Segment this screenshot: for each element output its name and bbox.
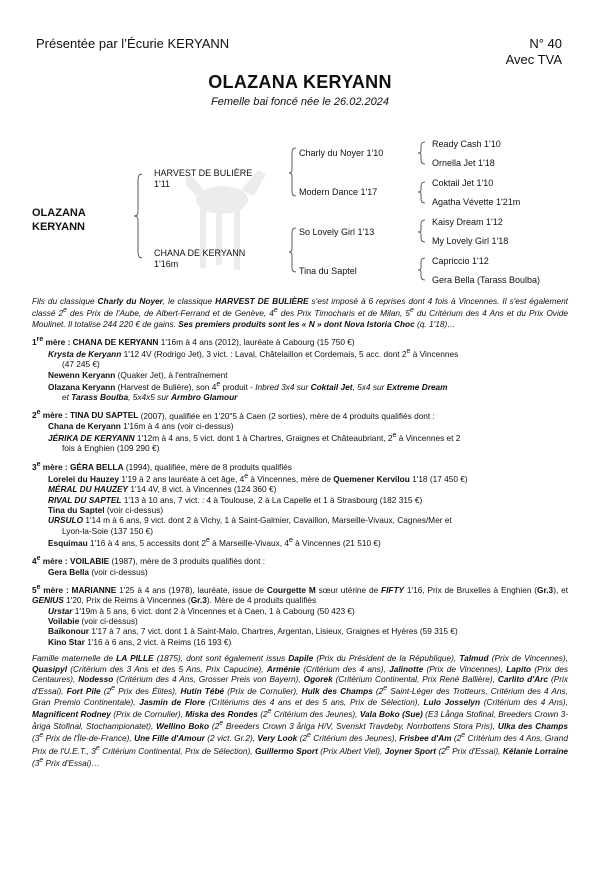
pedigree-ggen-4: Agatha Vévette 1'21m: [432, 197, 521, 207]
pedigree-ggen-8: Gera Bella (Tarass Boulba): [432, 275, 541, 285]
pedigree-ggen-1: Ready Cash 1'10: [432, 139, 501, 149]
produce-line: Olazana Keryann (Harvest de Bulière), son 4e produit - Inbred 3x4 sur Coktail Jet, 5x4 sur Extreme Dream: [48, 381, 448, 392]
catalogue-text: [32, 296, 568, 768]
produce-line: Newenn Keryann (Quaker Jet), à l'entraînement: [48, 369, 228, 380]
pedigree-ggen-2: Ornella Jet 1'18: [432, 158, 495, 168]
produce-line: Chana de Keryann 1'16m à 4 ans (voir ci-dessus): [48, 420, 234, 431]
section-heading: 1re mère : CHANA DE KERYANN 1'16m à 4 ans (2012), lauréate à Cabourg (15 750 €): [32, 335, 355, 347]
produce-line: Gera Bella (voir ci-dessus): [48, 566, 148, 577]
consignor: Présentée par l’Écurie KERYANN: [36, 36, 230, 51]
pedigree-dam-sire: So Lovely Girl 1'13: [299, 227, 375, 237]
produce-line: RIVAL DU SAPTEL 1'13 à 10 ans, 7 vict. : 4 à Toulouse, 2 à La Capelle et 1 à Strasbourg (182 315 €): [48, 494, 423, 505]
produce-line: Kino Star 1'16 à 6 ans, 2 vict. à Reims (16 193 €): [48, 636, 232, 647]
produce-line: Lorelei du Hauzey 1'19 à 2 ans lauréate à cet âge, 4e à Vincennes, mère de Quemener Kervilou 1'18 (17 450 €): [48, 473, 468, 484]
section-heading: 5e mère : MARIANNE 1'25 à 4 ans (1978), lauréate, issue de Courgette M sœur utérine de FIFTY 1'16, Prix de Bruxelles à Enghien (Gr.3), et GENIUS 1'20, Prix de Reims à Vincennes (Gr.3). Mère de 4 produits qualifiés: [32, 584, 568, 606]
pedigree-ggen-7: Capriccio 1'12: [432, 256, 489, 266]
produce-line: Voilabie (voir ci-dessus): [48, 615, 138, 626]
pedigree-dam: CHANA DE KERYANN 1'16m: [154, 248, 246, 269]
produce-line-cont: Lyon-la-Soie (137 150 €): [62, 525, 154, 536]
pedigree-sire-dam: Modern Dance 1'17: [299, 187, 378, 197]
produce-line: Urstar 1'19m à 5 ans, 6 vict. dont 2 à Vincennes et à Caen, 1 à Cabourg (50 423 €): [48, 605, 355, 616]
section-heading: 2e mère : TINA DU SAPTEL (2007), qualifiée en 1'20"5 à Caen (2 sorties), mère de 4 produits qualifiés dont :: [32, 409, 435, 421]
produce-line: URSULO 1'14 m à 6 ans, 9 vict. dont 2 à Vichy, 1 à Saint-Galmier, Cavaillon, Marseille-Vivaux, Cagnes/Mer et: [48, 515, 452, 526]
produce-line: JÉRIKA DE KERYANN 1'12m à 4 ans, 5 vict. dont 1 à Chartres, Graignes et Châteaubriant, 2e à Vincennes et 2: [48, 432, 461, 444]
produce-line-cont: et Tarass Boulba, 5x4x5 sur Armbro Glamour: [62, 392, 238, 403]
second-dam-section: [32, 409, 568, 454]
section-heading: 4e mère : VOILABIE (1987), mère de 3 produits qualifiés dont :: [32, 555, 266, 567]
fourth-dam-section: [32, 554, 568, 577]
produce-line: MÉRAL DU HAUZEY 1'14 4V, 8 vict. à Vincennes (124 360 €): [48, 484, 277, 495]
pedigree-ggen-6: My Lovely Girl 1'18: [432, 236, 509, 246]
fifth-dam-section: [32, 583, 568, 647]
maternal-family: Famille maternelle de LA PILLE (1875), dont sont également issus Dapile (Prix du Président de la République), Talmud (Prix de Vincennes), Quasipyl (Critérium des 3 Ans et des 5 Ans, Prix Capucine), Arménie (Critérium des 4 ans), Jalinotte (Prix de Vincennes), Lapito (Prix des Centaures), Nodesso (Critérium des 4 Ans, Grosser Preis von Bayern), Ogorek (Critérium Continental, Prix René Ballière), Carlito d'Arc (Prix d'Essai), Fort Pile (2e Prix des Élites), Hutin Tébé (Prix de Cornulier), Hulk des Champs (2e Saint-Léger des Trotteurs, Critérium des 4 Ans, Gran Premio Continentale), Jasmin de Flore (Critériums des 4 ans et des 5 ans, Prix de Sélection), Lulo Josselyn (Critérium des 4 Ans), Magnificent Rodney (Prix de Cornulier), Miska des Rondes (2e Critérium des Jeunes), Vala Boko (Sue) (E3 Långa Stofinal, Breeders Crown 3-åriga Stofinal, Stochampionatet), Wellino Boko (2e Breeders Crown 3 åriga H/V, Svenskt Travdeby, Norrbottens Stora Pris), Ulka des Champs (3e Prix de l'Île-de-France), Une Fille d'Amour (2 vict. Gr.2), Very Look (2e Critérium des Jeunes), Frisbee d'Am (2e Critérium des 4 Ans, Grand Prix de l'U.E.T., 3e Critérium Continental, Prix de Sélection), Guillermo Sport (Prix Albert Viel), Joyner Sport (2e Prix d'Essai), Kélanie Lorraine (3e Prix d'Essai)…: [32, 653, 569, 768]
horse-description: Femelle bai foncé née le 26.02.2024: [211, 96, 389, 108]
lot-info: [506, 36, 562, 68]
first-dam-section: [32, 335, 568, 403]
produce-line: Esquimau 1'16 à 4 ans, 5 accessits dont 2e à Marseille-Vivaux, 4e à Vincennes (21 510 €): [48, 537, 381, 549]
pedigree-ggen-3: Coktail Jet 1'10: [432, 178, 494, 188]
pedigree-horse-name: OLAZANA KERYANN: [32, 207, 86, 233]
section-heading: 3e mère : GÉRA BELLA (1994), qualifiée, mère de 8 produits qualifiés: [32, 460, 292, 472]
sire-intro: Fils du classique Charly du Noyer, le classique HARVEST DE BULIÈRE s'est imposé à 6 reprises dont 4 fois à Vincennes. Il s'est également classé 2e des Prix de l'Aube, de Albert-Ferrand et de Genève, 4e des Prix Timocharis et de Milan, 5e du Critérium des 4 Ans et du Prix Ovide Moulinet. Il totalise 244 220 € de gains. Ses premiers produits sont les « N » dont Nova Istoria Choc (q. 1'18)…: [32, 296, 569, 329]
produce-line: Krysta de Keryann 1'12 4V (Rodrigo Jet), 3 vict. : Laval, Châtelaillon et Cordemais, 5 acc. dont 2e à Vincennes: [48, 348, 459, 359]
pedigree-sire-sire: Charly du Noyer 1'10: [299, 148, 384, 158]
horse-name-title: OLAZANA KERYANN: [208, 72, 392, 92]
produce-line-cont: fois à Enghien (109 290 €): [62, 443, 160, 454]
produce-line-cont: (47 245 €): [62, 359, 100, 370]
produce-line: Tina du Saptel (voir ci-dessus): [48, 505, 164, 516]
vat-note: Avec TVA: [505, 52, 562, 67]
produce-line: Baïkonour 1'17 à 7 ans, 7 vict. dont 1 à Saint-Malo, Chartres, Argentan, Lisieux, Graignes et Hyères (59 315 €): [48, 626, 458, 637]
pedigree-sire: HARVEST DE BULIÈRE 1'11: [154, 168, 253, 189]
third-dam-section: [32, 460, 568, 549]
lot-number: N° 40: [529, 36, 562, 51]
pedigree-dam-dam: Tina du Saptel: [299, 266, 357, 276]
pedigree-ggen-5: Kaisy Dream 1'12: [432, 217, 503, 227]
